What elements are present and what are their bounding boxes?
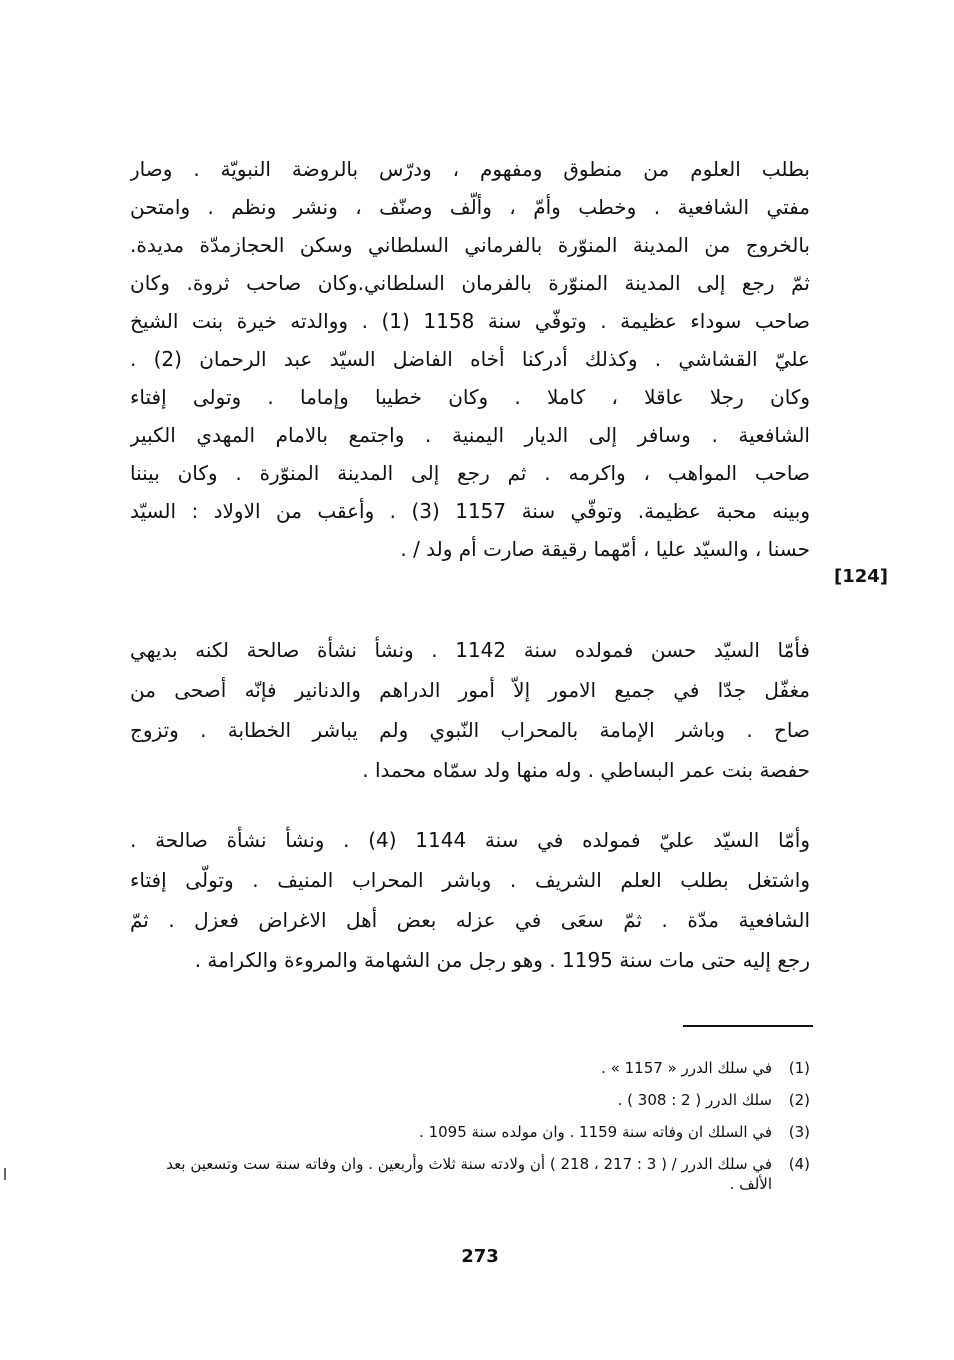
text-line: الشافعية . وسافر إلى الديار اليمنية . واجتمع بالامام المهدي الكبير <box>130 423 810 447</box>
text-line: وأمّا السيّد عليّ فمولده في سنة 1144 (4) . ونشأ نشأة صالحة . <box>130 828 810 852</box>
footnote-2 <box>150 1090 810 1110</box>
text-line: وبينه محبة عظيمة. وتوفّي سنة 1157 (3) . وأعقب من الاولاد : السيّد <box>130 499 810 523</box>
text-line: عليّ القشاشي . وكذلك أدركنا أخاه الفاضل السيّد عبد الرحمان (2) . <box>130 347 810 371</box>
page-number: 273 <box>461 1246 499 1267</box>
text-line: ثمّ رجع إلى المدينة المنوّرة بالفرمان السلطاني.وكان صاحب ثروة. وكان <box>130 271 810 295</box>
paragraph-2 <box>130 630 810 790</box>
footnote-text: في السلك ان وفاته سنة 1159 . وان مولده سنة 1095 . <box>419 1123 772 1141</box>
text-line: واشتغل بطلب العلم الشريف . وباشر المحراب المنيف . وتولّى إفتاء <box>130 868 810 892</box>
margin-page-reference: [124] <box>834 566 889 587</box>
footnotes <box>150 1058 810 1206</box>
footnote-number: (2) <box>788 1091 810 1109</box>
footnote-3 <box>150 1122 810 1142</box>
text-line: مغفّل جدّا في جميع الامور إلاّ أمور الدراهم والدنانير فإنّه أصحى من <box>130 678 810 702</box>
text-line: بطلب العلوم من منطوق ومفهوم ، ودرّس بالروضة النبويّة . وصار <box>130 157 810 181</box>
footnote-1 <box>150 1058 810 1078</box>
paragraph-1 <box>130 150 810 568</box>
footnote-text: في سلك الدرر « 1157 » . <box>601 1059 772 1077</box>
footnote-number: (4) <box>788 1155 810 1173</box>
text-line: حفصة بنت عمر البساطي . وله منها ولد سمّاه محمدا . <box>362 758 810 782</box>
footnote-divider <box>683 1025 813 1027</box>
footnote-number: (3) <box>788 1123 810 1141</box>
text-line: حسنا ، والسيّد عليا ، أمّهما رقيقة صارت أم ولد / . <box>400 537 810 561</box>
text-line: صاحب المواهب ، واكرمه . ثم رجع إلى المدينة المنوّرة . وكان بيننا <box>130 461 810 485</box>
footnote-4 <box>150 1154 810 1194</box>
scan-speck <box>4 1168 6 1180</box>
paragraph-3 <box>130 820 810 980</box>
text-line: بالخروج من المدينة المنوّرة بالفرماني السلطاني وسكن الحجازمدّة مديدة. <box>130 233 810 257</box>
text-line: صاحب سوداء عظيمة . وتوفّي سنة 1158 (1) . ووالدته خيرة بنت الشيخ <box>130 309 810 333</box>
footnote-text: في سلك الدرر / ( 3 : 217 ، 218 ) أن ولادته سنة ثلاث وأربعين . وان وفاته سنة ست وتسعين بعد الألف . <box>166 1155 772 1193</box>
text-line: وكان رجلا عاقلا ، كاملا . وكان خطيبا وإماما . وتولى إفتاء <box>130 385 810 409</box>
text-line: فأمّا السيّد حسن فمولده سنة 1142 . ونشأ نشأة صالحة لكنه بديهي <box>130 638 810 662</box>
text-line: رجع إليه حتى مات سنة 1195 . وهو رجل من الشهامة والمروءة والكرامة . <box>194 948 810 972</box>
text-line: صاح . وباشر الإمامة بالمحراب النّبوي ولم يباشر الخطابة . وتزوج <box>130 718 810 742</box>
text-line: الشافعية مدّة . ثمّ سعَى في عزله بعض أهل الاغراض فعزل . ثمّ <box>130 908 810 932</box>
text-line: مفتي الشافعية . وخطب وأمّ ، وألّف وصنّف ، ونشر ونظم . وامتحن <box>130 195 810 219</box>
footnote-text: سلك الدرر ( 2 : 308 ) . <box>617 1091 772 1109</box>
footnote-number: (1) <box>788 1059 810 1077</box>
